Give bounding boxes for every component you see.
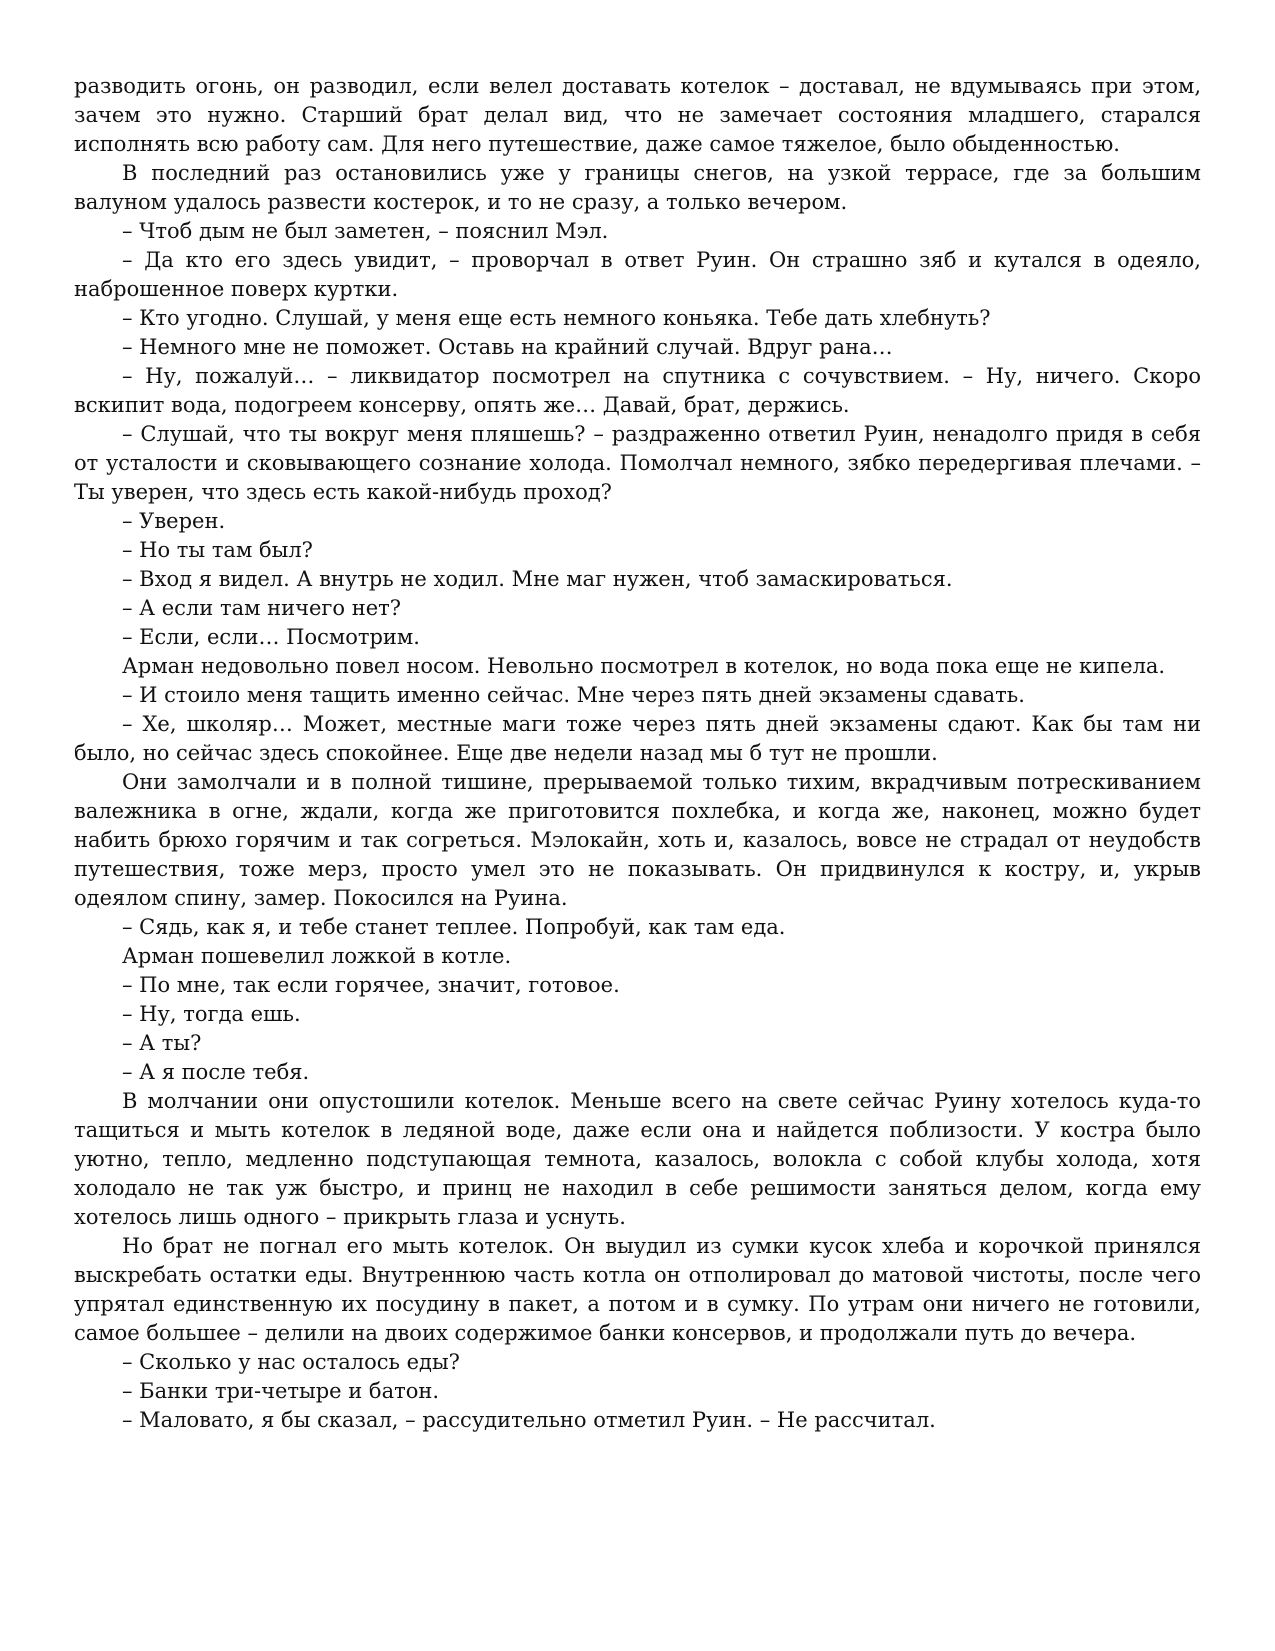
dialogue-line: – Немного мне не поможет. Оставь на крайний случай. Вдруг рана… <box>122 335 893 359</box>
dialogue-line: – Слушай, что ты вокруг меня пляшешь? – раздраженно ответил Руин, ненадолго придя в себя от усталости и сковывающего сознание холода. Помолчал немного, зябко передергивая плечами. – Ты уверен, что здесь есть какой-нибудь проход? <box>74 422 1201 504</box>
dialogue-line: – Сколько у нас осталось еды? <box>122 1350 460 1374</box>
dialogue-line: – Но ты там был? <box>122 538 313 562</box>
dialogue-line: – Ну, тогда ешь. <box>122 1002 301 1026</box>
dialogue-line: – Чтоб дым не был заметен, – пояснил Мэл. <box>122 219 609 243</box>
dialogue-line: – По мне, так если горячее, значит, готовое. <box>122 973 620 997</box>
dialogue-line: – Банки три-четыре и батон. <box>122 1379 440 1403</box>
dialogue-line: – Ну, пожалуй… – ликвидатор посмотрел на спутника с сочувствием. – Ну, ничего. Скоро вскипит вода, подогреем консерву, опять же… Давай, брат, держись. <box>74 364 1201 417</box>
document-page <box>74 72 1201 1435</box>
paragraph: В последний раз остановились уже у границы снегов, на узкой террасе, где за большим валуном удалось развести костерок, и то не сразу, а только вечером. <box>74 161 1201 214</box>
dialogue-line: – А ты? <box>122 1031 202 1055</box>
dialogue-line: – Да кто его здесь увидит, – проворчал в ответ Руин. Он страшно зяб и кутался в одеяло, наброшенное поверх куртки. <box>74 248 1201 301</box>
dialogue-line: – А я после тебя. <box>122 1060 310 1084</box>
dialogue-line: – Уверен. <box>122 509 226 533</box>
paragraph: Они замолчали и в полной тишине, прерываемой только тихим, вкрадчивым потрескиванием валежника в огне, ждали, когда же приготовится похлебка, и когда же, наконец, можно будет набить брюхо горячим и так согреться. Мэлокайн, хоть и, казалось, вовсе не страдал от неудобств путешествия, тоже мерз, просто умел это не показывать. Он придвинулся к костру, и, укрыв одеялом спину, замер. Покосился на Руина. <box>74 770 1201 910</box>
dialogue-line: – А если там ничего нет? <box>122 596 402 620</box>
dialogue-line: – Хе, школяр… Может, местные маги тоже через пять дней экзамены сдают. Как бы там ни было, но сейчас здесь спокойнее. Еще две недели назад мы б тут не прошли. <box>74 712 1201 765</box>
dialogue-line: – Маловато, я бы сказал, – рассудительно отметил Руин. – Не рассчитал. <box>122 1408 936 1432</box>
dialogue-line: – Кто угодно. Слушай, у меня еще есть немного коньяка. Тебе дать хлебнуть? <box>122 306 991 330</box>
paragraph: разводить огонь, он разводил, если велел доставать котелок – доставал, не вдумываясь при этом, зачем это нужно. Старший брат делал вид, что не замечает состояния младшего, старался исполнять всю работу сам. Для него путешествие, даже самое тяжелое, было обыденностью. <box>74 74 1201 156</box>
dialogue-line: – Сядь, как я, и тебе станет теплее. Попробуй, как там еда. <box>122 915 786 939</box>
dialogue-line: – Если, если… Посмотрим. <box>122 625 420 649</box>
dialogue-line: – Вход я видел. А внутрь не ходил. Мне маг нужен, чтоб замаскироваться. <box>122 567 953 591</box>
paragraph: Но брат не погнал его мыть котелок. Он выудил из сумки кусок хлеба и корочкой принялся выскребать остатки еды. Внутреннюю часть котла он отполировал до матовой чистоты, после чего упрятал единственную их посудину в пакет, а потом и в сумку. По утрам они ничего не готовили, самое большее – делили на двоих содержимое банки консервов, и продолжали путь до вечера. <box>74 1234 1201 1345</box>
paragraph: Арман пошевелил ложкой в котле. <box>122 944 512 968</box>
paragraph: В молчании они опустошили котелок. Меньше всего на свете сейчас Руину хотелось куда-то тащиться и мыть котелок в ледяной воде, даже если она и найдется поблизости. У костра было уютно, тепло, медленно подступающая темнота, казалось, волокла с собой клубы холода, хотя холодало не так уж быстро, и принц не находил в себе решимости заняться делом, когда ему хотелось лишь одного – прикрыть глаза и уснуть. <box>74 1089 1201 1229</box>
dialogue-line: – И стоило меня тащить именно сейчас. Мне через пять дней экзамены сдавать. <box>122 683 1025 707</box>
paragraph: Арман недовольно повел носом. Невольно посмотрел в котелок, но вода пока еще не кипела. <box>122 654 1166 678</box>
